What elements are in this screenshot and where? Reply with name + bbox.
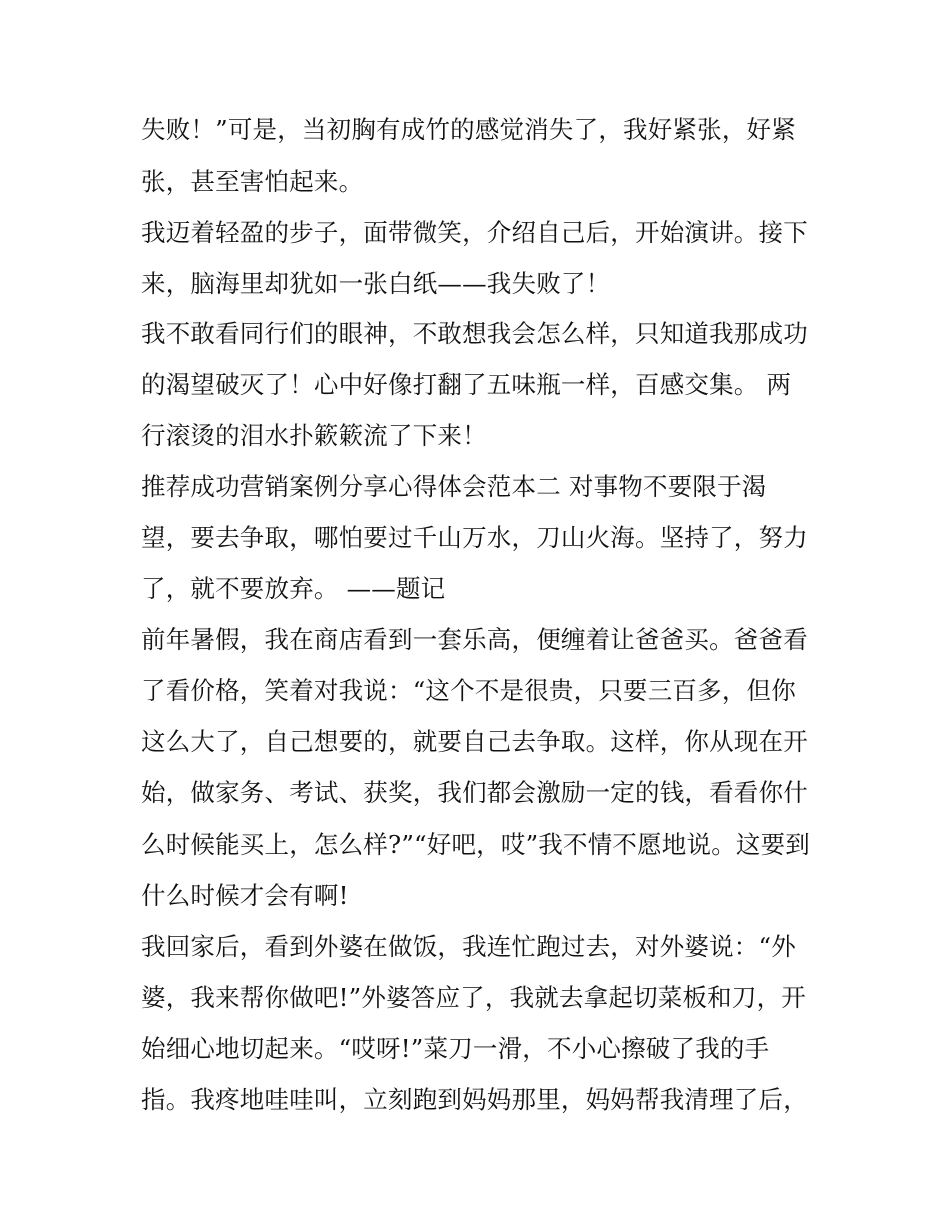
text-line: 来，脑海里却犹如一张白纸——我失败了！ [141, 269, 611, 298]
text-line: 始细心地切起来。“哎呀!”菜刀一滑，不小心擦破了我的手 [141, 1034, 770, 1063]
text-line: 指。我疼地哇哇叫，立刻跑到妈妈那里，妈妈帮我清理了后， [141, 1085, 808, 1114]
text-line: 我迈着轻盈的步子，面带微笑，介绍自己后，开始演讲。接下 [141, 218, 808, 247]
text-line: 始，做家务、考试、获奖，我们都会激励一定的钱，看看你什 [141, 778, 808, 807]
text-line: 什么时候才会有啊! [141, 881, 349, 910]
text-line: 张，甚至害怕起来。 [141, 167, 364, 196]
text-line: 推荐成功营销案例分享心得体会范本二 对事物不要限于渴 [141, 472, 767, 501]
text-line: 我回家后，看到外婆在做饭，我连忙跑过去，对外婆说：“外 [141, 932, 796, 961]
text-line: 行滚烫的泪水扑簌簌流了下来！ [141, 421, 487, 450]
text-line: 这么大了，自己想要的，就要自己去争取。这样，你从现在开 [141, 727, 808, 756]
text-line: 前年暑假，我在商店看到一套乐高，便缠着让爸爸买。爸爸看 [141, 625, 808, 654]
text-line: 望，要去争取，哪怕要过千山万水，刀山火海。坚持了，努力 [141, 523, 808, 552]
text-line: 婆，我来帮你做吧!”外婆答应了，我就去拿起切菜板和刀，开 [141, 983, 806, 1012]
text-line: 了，就不要放弃。 ——题记 [141, 574, 446, 603]
text-line: 了看价格，笑着对我说：“这个不是很贵，只要三百多，但你 [141, 676, 796, 705]
text-line: 失败！”可是，当初胸有成竹的感觉消失了，我好紧张，好紧 [141, 115, 796, 144]
text-line: 的渴望破灭了！心中好像打翻了五味瓶一样，百感交集。 两 [141, 370, 792, 399]
text-line: 么时候能买上，怎么样?”“好吧，哎”我不情不愿地说。这要到 [141, 830, 811, 859]
text-line: 我不敢看同行们的眼神，不敢想我会怎么样，只知道我那成功 [141, 319, 808, 348]
